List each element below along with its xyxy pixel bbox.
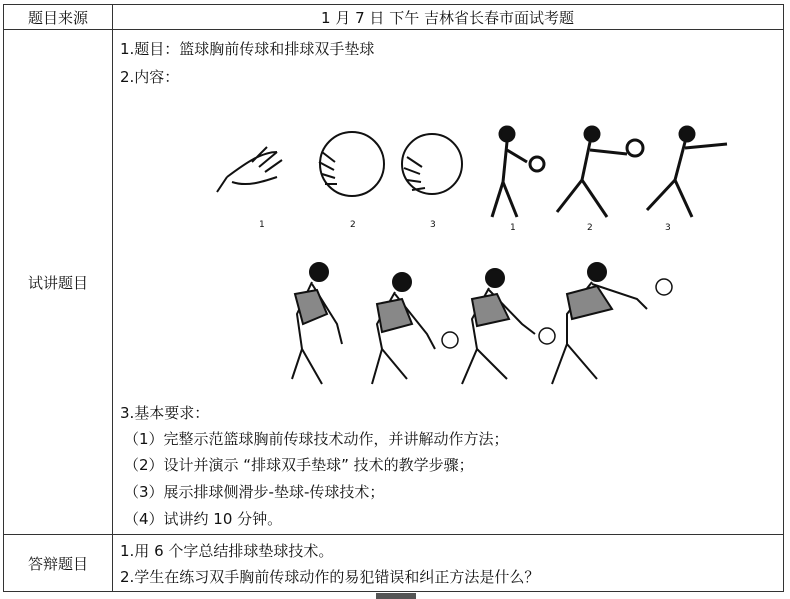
fig1-label-1: 1 xyxy=(259,220,265,230)
exam-table xyxy=(3,4,784,592)
requirement-2: （2）设计并演示 “排球双手垫球” 技术的教学步骤； xyxy=(124,456,474,474)
source-label: 题目来源 xyxy=(4,5,113,29)
fig1-label-3: 3 xyxy=(430,220,436,230)
defense-row xyxy=(4,535,783,592)
header-row xyxy=(4,5,783,30)
question-2: 2.学生在练习双手胸前传球动作的易犯错误和纠正方法是什么？ xyxy=(120,568,540,586)
fig2-label-2: 2 xyxy=(587,223,593,232)
fig2-label-1: 1 xyxy=(510,223,516,232)
fig2-label-3: 3 xyxy=(665,223,671,232)
requirement-1: （1）完整示范篮球胸前传球技术动作，并讲解动作方法； xyxy=(124,430,509,448)
requirement-3: （3）展示排球侧滑步-垫球-传球技术； xyxy=(124,483,385,501)
exam-title: 1 月 7 日 下午 吉林省长春市面试考题 xyxy=(321,8,574,27)
question-1: 1.用 6 个字总结排球垫球技术。 xyxy=(120,542,334,560)
bottom-scroll-tab[interactable] xyxy=(376,593,416,599)
volleyball-bump-illustration xyxy=(267,254,717,404)
requirements-label: 3.基本要求： xyxy=(120,404,210,422)
requirement-4: （4）试讲约 10 分钟。 xyxy=(124,510,283,528)
topic-line: 1.题目：篮球胸前传球和排球双手垫球 xyxy=(120,40,375,58)
lecture-label: 试讲题目 xyxy=(4,30,113,534)
content-label: 2.内容： xyxy=(120,68,180,86)
fig1-label-2: 2 xyxy=(350,220,356,230)
lecture-row xyxy=(4,30,783,535)
defense-label: 答辩题目 xyxy=(4,535,113,592)
chest-pass-illustration xyxy=(207,122,790,232)
